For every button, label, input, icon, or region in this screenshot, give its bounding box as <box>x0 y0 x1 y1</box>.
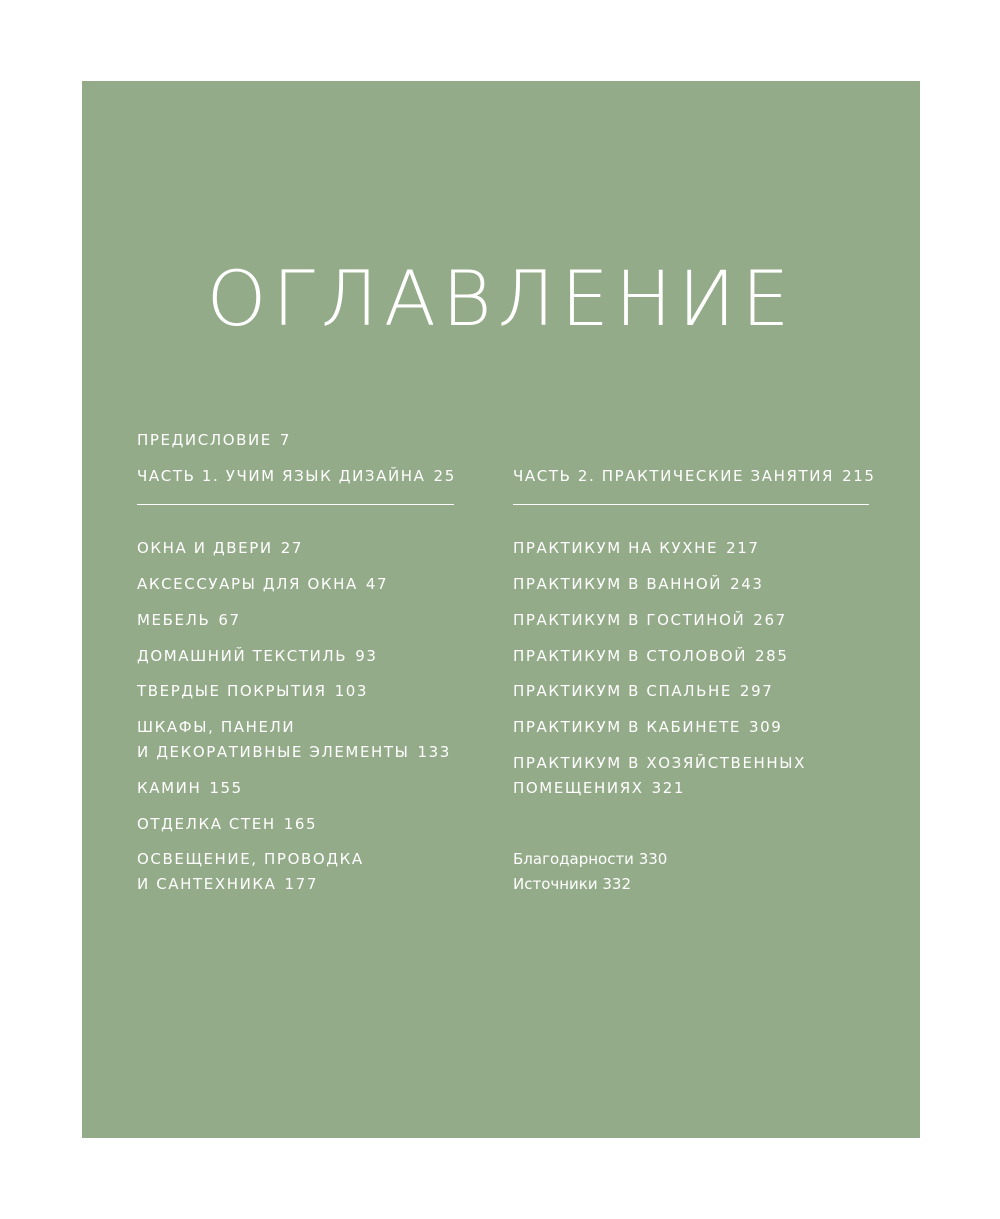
toc-entry-label: ПРАКТИКУМ В СТОЛОВОЙ <box>513 647 748 665</box>
toc-entry-label: ОКНА И ДВЕРИ <box>137 539 273 557</box>
toc-part-2 <box>513 464 876 489</box>
toc-entry <box>137 572 388 597</box>
toc-entry <box>513 572 764 597</box>
back-matter-page: 332 <box>602 875 632 893</box>
toc-entry <box>513 751 806 801</box>
back-matter-page: 330 <box>638 850 668 868</box>
toc-entry <box>513 715 782 740</box>
back-matter-acknowledgements <box>513 847 667 872</box>
toc-entry-label-line1: ШКАФЫ, ПАНЕЛИ <box>137 718 296 736</box>
toc-entry-preface <box>137 428 291 453</box>
toc-entry-label-line2: И ДЕКОРАТИВНЫЕ ЭЛЕМЕНТЫ <box>137 743 410 761</box>
toc-entry-label: ПРАКТИКУМ В КАБИНЕТЕ <box>513 718 741 736</box>
toc-entry-label-line2: И САНТЕХНИКА <box>137 875 277 893</box>
toc-entry <box>137 715 451 765</box>
toc-entry <box>137 776 243 801</box>
page-title: ОГЛАВЛЕНИЕ <box>206 254 796 343</box>
toc-entry-page: 243 <box>730 575 764 593</box>
toc-entry <box>513 644 788 669</box>
toc-part-label: ЧАСТЬ 1. УЧИМ ЯЗЫК ДИЗАЙНА <box>137 467 426 485</box>
toc-entry <box>137 644 377 669</box>
toc-entry-page: 155 <box>209 779 243 797</box>
toc-entry-page: 297 <box>739 682 774 700</box>
toc-entry-label-line2: ПОМЕЩЕНИЯХ <box>513 779 644 797</box>
toc-entry-label-line1: ПРАКТИКУМ В ХОЗЯЙСТВЕННЫХ <box>513 754 806 772</box>
toc-part-page: 25 <box>433 467 456 485</box>
part-2-divider <box>513 504 869 505</box>
toc-part-page: 215 <box>842 467 876 485</box>
toc-entry-label: ПРАКТИКУМ НА КУХНЕ <box>513 539 719 557</box>
toc-entry <box>513 536 760 561</box>
toc-entry-label: ПРАКТИКУМ В ВАННОЙ <box>513 575 723 593</box>
toc-entry-label: КАМИН <box>137 779 202 797</box>
toc-entry-page: 267 <box>753 611 787 629</box>
toc-entry-page: 67 <box>218 611 241 629</box>
toc-entry-label-line1: ОСВЕЩЕНИЕ, ПРОВОДКА <box>137 850 364 868</box>
toc-entry-label: ПРАКТИКУМ В СПАЛЬНЕ <box>513 682 732 700</box>
toc-entry <box>137 812 317 837</box>
toc-entry-page: 177 <box>284 875 318 893</box>
toc-entry-page: 27 <box>280 539 304 557</box>
toc-entry-label: МЕБЕЛЬ <box>137 611 211 629</box>
toc-entry-page: 165 <box>283 815 318 833</box>
toc-entry <box>513 679 773 704</box>
toc-entry-page: 93 <box>355 647 378 665</box>
toc-entry-label: ДОМАШНИЙ ТЕКСТИЛЬ <box>137 647 348 665</box>
toc-entry-label: ПРАКТИКУМ В ГОСТИНОЙ <box>513 611 746 629</box>
toc-entry-page: 217 <box>726 539 760 557</box>
toc-entry <box>137 847 364 897</box>
toc-entry-label: ОТДЕЛКА СТЕН <box>137 815 276 833</box>
back-matter-label: Источники <box>513 875 598 893</box>
toc-panel <box>82 81 920 1138</box>
toc-entry-page: 133 <box>417 743 451 761</box>
toc-entry-page: 285 <box>755 647 789 665</box>
toc-entry-page: 321 <box>651 779 686 797</box>
toc-entry <box>137 679 368 704</box>
toc-entry-page: 7 <box>279 431 292 449</box>
part-1-divider <box>137 504 454 505</box>
toc-part-1 <box>137 464 456 489</box>
toc-entry-label: ПРЕДИСЛОВИЕ <box>137 431 272 449</box>
toc-entry-page: 309 <box>749 718 783 736</box>
toc-entry-label: АКСЕССУАРЫ ДЛЯ ОКНА <box>137 575 358 593</box>
toc-entry-page: 103 <box>334 682 369 700</box>
toc-part-label: ЧАСТЬ 2. ПРАКТИЧЕСКИЕ ЗАНЯТИЯ <box>513 467 835 485</box>
toc-entry-label: ТВЕРДЫЕ ПОКРЫТИЯ <box>137 682 327 700</box>
toc-entry <box>513 608 787 633</box>
toc-entry <box>137 536 303 561</box>
toc-entry <box>137 608 241 633</box>
back-matter-label: Благодарности <box>513 850 634 868</box>
toc-entry-page: 47 <box>365 575 389 593</box>
back-matter-sources <box>513 872 631 897</box>
